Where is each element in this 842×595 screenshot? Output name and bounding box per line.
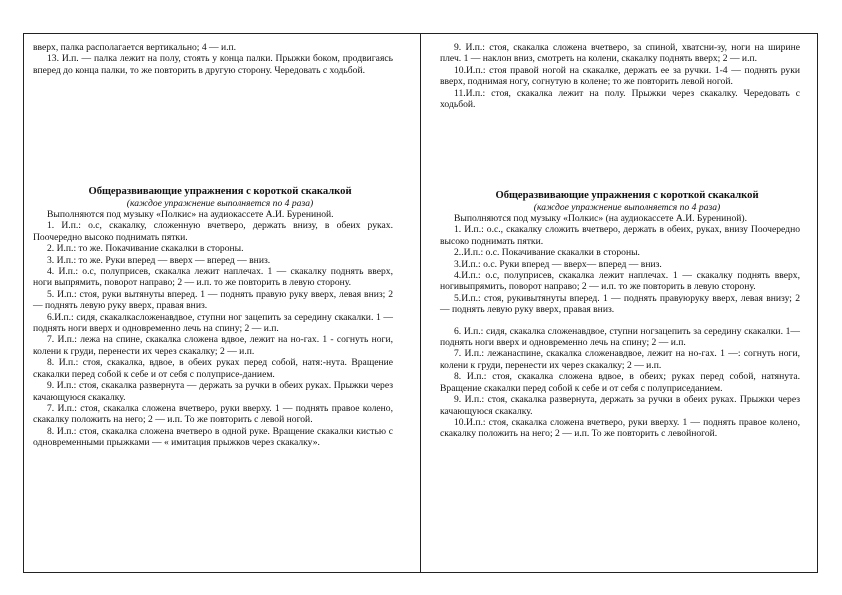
left-column-section <box>33 186 393 449</box>
paragraph: 11.И.п.: стоя, скакалка лежит на полу. Прыжки через скакалку. Чередовать с ходьбой. <box>440 87 800 111</box>
exercise-item: 9. И.п.: стоя, скакалка развернута, держать за ручки в обеих руках. Прыжки через качающуюся скакалку. <box>440 394 800 417</box>
exercise-item: 5.И.п.: стоя, рукивытянуты вперед. 1 — поднять правуюруку вверх, левая внизу; 2 — поднять левую руку вверх, правая вниз. <box>440 292 800 316</box>
left-column-top <box>33 42 393 76</box>
exercise-item: 9. И.п.: стоя, скакалка развернута — держать за ручки в обеих руках. Прыжки через качающуюся скакалку. <box>33 380 393 403</box>
exercise-item: 8. И.п.: стоя, скакалка, вдвое, в обеих руках перед собой, натя:-нута. Вращение скакалки перед собой к себе и от себя с полуприсе-данием. <box>33 357 393 380</box>
exercise-item: 6. И.п.: сидя, скакалка сложенавдвое, ступни ногзацепить за середину скакалки. 1— поднять ноги вверх и одновременно лечь на спину; 2 — и.п. <box>440 325 800 349</box>
paragraph: 13. И.п. — палка лежит на полу, стоять у конца палки. Прыжки боком, продвигаясь вперед до конца палки, то же повторить в другую сторону. Чередовать с ходьбой. <box>33 53 393 76</box>
exercise-item: 1. И.п.: о.с, скакалку, сложенную вчетверо, держать внизу, в обеих руках. Поочередно высоко поднимать пятки. <box>33 220 393 243</box>
column-divider <box>420 33 421 573</box>
exercise-item: 5. И.п.: стоя, руки вытянуты вперед. 1 — поднять правую руку вверх, левая вниз; 2 — поднять левую руку вверх, правая вниз. <box>33 288 393 312</box>
exercise-item: 4. И.п.: о.с, полуприсев, скакалка лежит наплечах. 1 — скакалку поднять вверх, ноги выпрямить, поворот направо; 2 — и.п. то же повторить в левую сторону. <box>33 266 393 289</box>
right-column-section <box>440 190 800 440</box>
exercise-item: 2. И.п.: то же. Покачивание скакалки в стороны. <box>47 243 244 255</box>
right-column-top <box>440 42 800 110</box>
exercise-item: 3. И.п.: то же. Руки вперед — вверх — вперед — вниз. <box>47 254 271 266</box>
exercise-item: 1. И.п.: о.с., скакалку сложить вчетверо, держать в обеих, руках, внизу Поочередно высоко поднимать пятки. <box>440 224 800 247</box>
intro-paragraph: Выполняются под музыку «Полкис» на аудиокассете А.И. Бурениной. <box>47 209 334 220</box>
paragraph: вверх, палка располагается вертикально; 4 — и.п. <box>33 42 237 53</box>
exercise-item: 3.И.п.: о.с. Руки вперед — вверх— вперед — вниз. <box>454 258 662 270</box>
exercise-item: 4.И.п.: о.с, полуприсев, скакалка лежит наплечах. 1 — скакалку поднять вверх, ногивыпрямить, поворот направо; 2 — и.п. то же повторить в левую сторону. <box>440 270 800 293</box>
exercise-item: 8. И.п.: стоя, скакалка сложена вчетверо в одной руке. Вращение скакалки кистью с одновременными прыжками — « имитация прыжков через скакалку». <box>33 425 393 449</box>
paragraph: 10.И.п.: стоя правой ногой на скакалке, держать ее за ручки. 1-4 — поднять руки вверх, поднимая ногу, согнутую в колене; то же повторить левой ногой. <box>440 64 800 88</box>
exercise-item: 10.И.п.: стоя, скакалка сложена вчетверо, руки вверху. 1 — поднять правое колено, скакалку положить на него; 2 — и.п. То же повторить с левойногой. <box>440 416 800 440</box>
section-title: Общеразвивающие упражнения с короткой скакалкой <box>495 190 759 201</box>
exercise-item: 7. И.п.: стоя, скакалка сложена вчетверо, руки вверху. 1 — поднять правое колено, скакалку положить на него; 2 — и.п. То же повторить с левой ногой. <box>33 402 393 426</box>
section-subtitle: (каждое упражнение выполняется по 4 раза) <box>533 202 721 213</box>
intro-paragraph: Выполняются под музыку «Полкис» (на аудиокассете А.И. Бурениной). <box>454 213 747 224</box>
exercise-item: 7. И.п.: лежанаспине, скакалка сложенавдвое, лежит на но-гах. 1 —: согнуть ноги, колени к груди, перенести их через скакалку; 2 — и.п. <box>440 348 800 371</box>
exercise-item: 2..И.п.: о.с. Покачивание скакалки в стороны. <box>454 247 640 259</box>
exercise-item: 8. И.п.: стоя, скакалка сложена вдвое, в обеих; руках перед собой, натянута. Вращение скакалки перед собой к себе и от себя с полуприседанием. <box>440 371 800 394</box>
exercise-item: 6.И.п.: сидя, скакалкасложенавдвое, ступни ног зацепить за середину скакалки. 1 — поднять ноги вверх и одновременно лечь на спину; 2 — и.п. <box>33 311 393 335</box>
section-title: Общеразвивающие упражнения с короткой скакалкой <box>88 186 352 197</box>
paragraph: 9. И.п.: стоя, скакалка сложена вчетверо, за спиной, хватсни-зу, ноги на ширине плеч. 1 — наклон вниз, смотреть на колени, скакалку поднять вверх; 2 — и.п. <box>440 42 800 65</box>
section-subtitle: (каждое упражнение выполняется по 4 раза) <box>126 198 314 209</box>
exercise-item: 7. И.п.: лежа на спине, скакалка сложена вдвое, лежит на но-гах. 1 - согнуть ноги, колени к груди, перенести их через скакалку; 2 — и.п. <box>33 334 393 357</box>
